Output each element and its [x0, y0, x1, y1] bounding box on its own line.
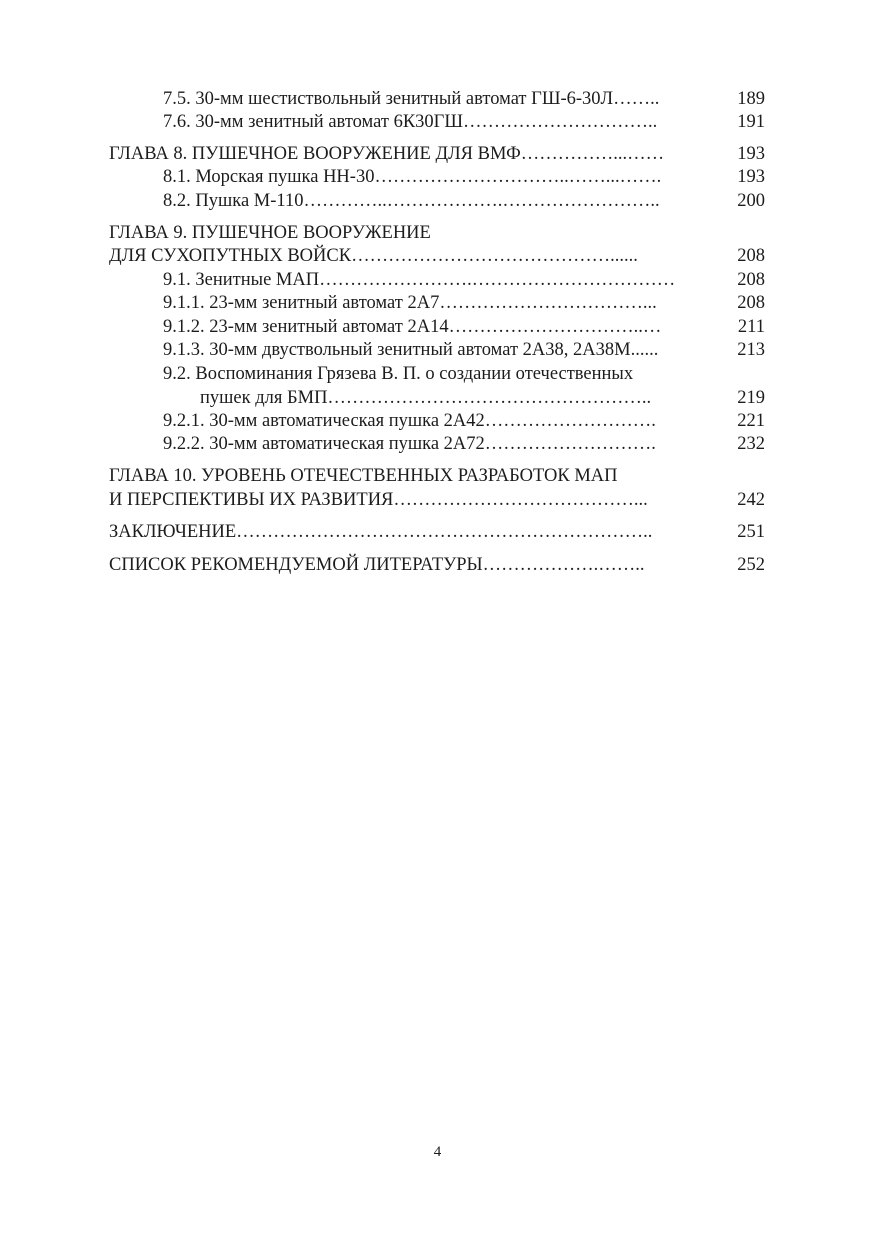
toc-entry-title: пушек для БМП…………………………………………….. [200, 388, 652, 408]
toc-chapter [0, 142, 875, 166]
toc-entry-page: 232 [737, 434, 765, 454]
toc-chapter-title: СПИСОК РЕКОМЕНДУЕМОЙ ЛИТЕРАТУРЫ……………….…….. [109, 555, 645, 575]
toc-entry-page: 191 [737, 112, 765, 132]
toc-entry-title: 8.2. Пушка М-110…………..……………….…………………….. [163, 191, 660, 211]
toc-entry-title: 9.1.2. 23-мм зенитный автомат 2А14…………………………..… [163, 317, 662, 337]
toc-entry [0, 338, 875, 362]
toc-chapter-title: И ПЕРСПЕКТИВЫ ИХ РАЗВИТИЯ…………………………………... [109, 490, 648, 510]
toc-chapter [0, 221, 875, 245]
toc-entry-title: 7.5. 30-мм шестиствольный зенитный автомат ГШ-6-30Л…….. [163, 89, 660, 109]
toc-entry [0, 362, 875, 386]
toc-entry-title: 9.2.2. 30-мм автоматическая пушка 2А72………………………. [163, 434, 656, 454]
toc-entry-title: 8.1. Морская пушка НН-30…………………………..……...……. [163, 167, 662, 187]
toc-entry-page: 213 [737, 340, 765, 360]
toc-entry-page: 242 [737, 490, 765, 510]
toc-entry-page: 208 [737, 270, 765, 290]
toc-chapter [0, 553, 875, 577]
toc-entry-page: 252 [737, 555, 765, 575]
toc-entry-page: 221 [737, 411, 765, 431]
toc-entry-page: 193 [737, 144, 765, 164]
toc-chapter-title: ЗАКЛЮЧЕНИЕ………………………………………………………….. [109, 522, 653, 542]
toc-entry [0, 291, 875, 315]
toc-entry [0, 268, 875, 292]
toc-chapter-title: ДЛЯ СУХОПУТНЫХ ВОЙСК……………………………………...... [109, 246, 638, 266]
toc-entry-page: 219 [737, 388, 765, 408]
toc-entry-page: 193 [737, 167, 765, 187]
toc-chapter-title: ГЛАВА 8. ПУШЕЧНОЕ ВООРУЖЕНИЕ ДЛЯ ВМФ……………...…… [109, 144, 665, 164]
toc-entry [0, 315, 875, 339]
toc-entry-page: 200 [737, 191, 765, 211]
toc-chapter [0, 520, 875, 544]
toc-chapter-title: ГЛАВА 9. ПУШЕЧНОЕ ВООРУЖЕНИЕ [109, 223, 431, 243]
toc-chapter [0, 244, 875, 268]
toc-entry-page: 208 [737, 246, 765, 266]
toc-chapter [0, 464, 875, 488]
toc-entry [0, 386, 875, 410]
toc-entry-page: 189 [737, 89, 765, 109]
toc-entry-title: 9.2.1. 30-мм автоматическая пушка 2А42………………………. [163, 411, 656, 431]
toc-entry [0, 189, 875, 213]
toc-entry-title: 9.1.1. 23-мм зенитный автомат 2А7……………………………... [163, 293, 657, 313]
toc-entry [0, 110, 875, 134]
toc-entry-page: 211 [737, 317, 765, 337]
toc-entry [0, 409, 875, 433]
toc-entry-title: 9.2. Воспоминания Грязева В. П. о создании отечественных [163, 364, 634, 384]
toc-entry [0, 432, 875, 456]
toc-entry [0, 87, 875, 111]
toc-chapter [0, 488, 875, 512]
toc-entry-title: 9.1. Зенитные МАП…………………….…………………………… [163, 270, 676, 290]
toc-chapter-title: ГЛАВА 10. УРОВЕНЬ ОТЕЧЕСТВЕННЫХ РАЗРАБОТОК МАП [109, 466, 618, 486]
toc-entry-page: 208 [737, 293, 765, 313]
toc-entry-title: 9.1.3. 30-мм двуствольный зенитный автомат 2А38, 2А38М...... [163, 340, 659, 360]
toc-entry-page: 251 [737, 522, 765, 542]
page-number: 4 [433, 1144, 442, 1160]
toc-entry [0, 165, 875, 189]
toc-entry-title: 7.6. 30-мм зенитный автомат 6К30ГШ………………………….. [163, 112, 658, 132]
